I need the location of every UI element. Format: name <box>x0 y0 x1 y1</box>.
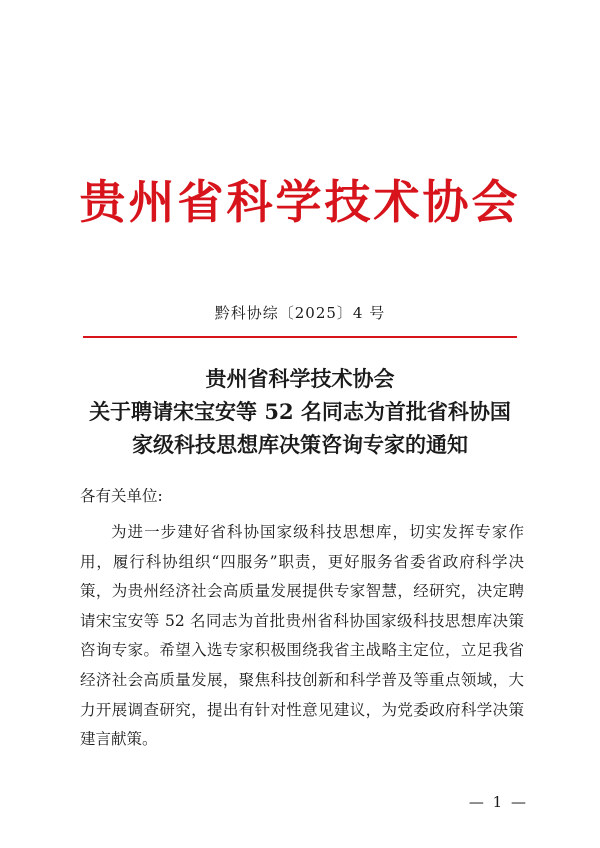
page-number: — 1 — <box>468 793 528 811</box>
organization-header-title: 贵州省科学技术协会 <box>79 175 521 229</box>
notice-title-line-2: 关于聘请宋宝安等 52 名同志为首批省科协国 <box>89 399 511 424</box>
document-number: 黔科协综〔2025〕4 号 <box>214 304 386 322</box>
notice-title <box>0 362 600 461</box>
red-divider-line <box>83 336 517 338</box>
notice-title-line-1: 贵州省科学技术协会 <box>205 366 395 391</box>
notice-title-line-3: 家级科技思想库决策咨询专家的通知 <box>132 432 468 457</box>
body-paragraph: 为进一步建好省科协国家级科技思想库，切实发挥专家作用，履行科协组织“四服务”职责，更好服务省委省政府科学决策，为贵州经济社会高质量发展提供专家智慧，经研究，决定聘请宋宝安等 52 名同志为首批贵州省科协国家级科技思想库决策咨询专家。希望入选专家积极围绕我省主战略主定位，立足我省经济社会高质量发展，聚焦科技创新和科学普及等重点领域，大力开展调查研究，提出有针对性意见建议，为党委政府科学决策建言献策。 <box>80 523 524 749</box>
salutation: 各有关单位: <box>80 487 163 505</box>
